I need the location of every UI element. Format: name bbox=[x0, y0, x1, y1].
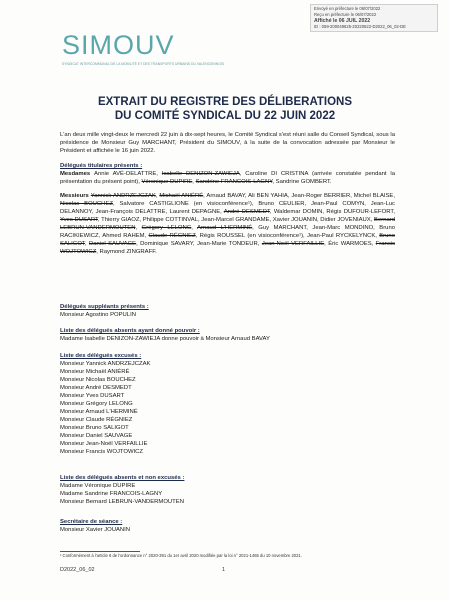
titulaires-heading: Délégués titulaires présents : bbox=[60, 163, 143, 169]
list-item: Monsieur Agostino POPULIN bbox=[60, 312, 136, 318]
list-item: Monsieur Daniel SAUVAGE bbox=[60, 433, 133, 439]
secretaire-heading: Secrétaire de séance : bbox=[60, 519, 123, 525]
footnote: ¹ Conformément à l'article 6 de l'ordonnance n° 2020-391 du 1er avril 2020 modifiée par la loi n° 2021-1465 du 10 novembre 2021. bbox=[60, 553, 302, 558]
non-excuses-section bbox=[60, 474, 395, 506]
intro-paragraph: L'an deux mille vingt-deux le mercredi 22 juin à dix-sept heures, le Comité Syndical s'est réuni salle du Conseil Syndical, sous la présidence de Monsieur Guy MARCHANT, Président du SIMOUV, à la suite de la convocation adressée par Monsieur le Président et affichée le 16 juin 2022. bbox=[60, 132, 395, 154]
list-item: Monsieur Nicolas BOUCHEZ bbox=[60, 377, 136, 383]
messieurs-label: Messieurs bbox=[60, 193, 89, 199]
titulaires-section bbox=[60, 162, 395, 256]
name-run: , bbox=[135, 225, 142, 231]
messieurs-paragraph bbox=[60, 192, 395, 256]
list-item: Monsieur Yves DUSART bbox=[60, 393, 125, 399]
struck-name: Francis WOJTOWICZ bbox=[60, 241, 396, 255]
excuses-section bbox=[60, 352, 395, 456]
struck-name: Arnaud L'HERMINÉ bbox=[197, 225, 253, 231]
list-item: Monsieur Grégory LELONG bbox=[60, 401, 133, 407]
name-run: , Thierry GIAOZ, Philippe COTTINVAL, Jean-Marcel GRANDAME, Xavier JOUANIN, Didier JOVENIAUX, bbox=[97, 217, 375, 223]
list-item: Monsieur André DESMEDT bbox=[60, 385, 132, 391]
struck-name: Nicolas BOUCHEZ bbox=[60, 201, 113, 207]
list-item: Monsieur Bruno SALIGOT bbox=[60, 425, 129, 431]
list-item: Madame Véronique DUPIRE bbox=[60, 483, 136, 489]
struck-name: Grégory LELONG bbox=[141, 225, 192, 231]
name-run: , Salvatore CASTIGLIONE (en visioconférence¹), Bruno CEULIER, Jean-Paul COMYN, Jean-Luc DELANNOY, Jean-François DELATTRE, Laurent DEPAGNE, bbox=[60, 201, 395, 215]
struck-name: Claude RÉGNIEZ bbox=[148, 233, 196, 239]
secretaire-section bbox=[60, 518, 395, 534]
prefecture-stamp bbox=[310, 4, 438, 32]
list-item: Monsieur Claude RÉGNIEZ bbox=[60, 417, 133, 423]
name-run: , Arnaud BAVAY, Ali BEN YAHIA, Jean-Roger BERRIER, Michel BLAISE, bbox=[203, 193, 396, 199]
pouvoir-section bbox=[60, 327, 395, 343]
list-item: Madame Isabelle DENIZON-ZAWIEJA donne pouvoir à Monsieur Arnaud BAVAY bbox=[60, 336, 270, 342]
struck-name: Bruno SALIGOT bbox=[60, 233, 395, 247]
list-item: Monsieur Bernard LEBRUN-VANDERMOUTEN bbox=[60, 499, 184, 505]
list-item: Monsieur Xavier JOUANIN bbox=[60, 527, 131, 533]
name-run: , Raymond ZINGRAFF. bbox=[96, 249, 157, 255]
name-run: , Caroline DI CRISTINA (arrivée constatée pendant la présentation du présent point), bbox=[60, 171, 395, 185]
page-reference: D2022_06_02 bbox=[60, 567, 95, 573]
list-item: Monsieur Arnaud L'HERMINÉ bbox=[60, 409, 138, 415]
list-item: Monsieur Michaël ANIÉRÉ bbox=[60, 369, 130, 375]
struck-name: Isabelle DENIZON-ZAWIEJA bbox=[161, 171, 240, 177]
name-run: , Sandrine GOMBERT. bbox=[272, 179, 332, 185]
name-run: , Waldemar DOMIN, Régis DUFOUR-LEFORT, bbox=[269, 209, 395, 215]
name-run: , bbox=[192, 179, 196, 185]
name-run: , bbox=[84, 241, 89, 247]
struck-name: Daniel SAUVAGE bbox=[88, 241, 137, 247]
pouvoir-heading: Liste des délégués absents ayant donné pouvoir : bbox=[60, 328, 200, 334]
suppleants-section bbox=[60, 303, 395, 319]
struck-name: Sandrine FRANCOIS-LAGNY bbox=[195, 179, 273, 185]
struck-name: Bernard LEBRUN-VANDERMOUTEN bbox=[60, 217, 395, 231]
name-run: , bbox=[155, 193, 160, 199]
mesdames-label: Mesdames bbox=[60, 171, 91, 177]
struck-name: Jean-Noël VERFAILLIE bbox=[261, 241, 325, 247]
page-number: 1 bbox=[222, 567, 226, 573]
list-item: Madame Sandrine FRANCOIS-LAGNY bbox=[60, 491, 163, 497]
name-run: , Régis ROUSSEL (en visioconférence¹), Jean-Paul RYCKELYNCK, bbox=[195, 233, 380, 239]
struck-name: André DESMEDT bbox=[223, 209, 270, 215]
stamp-line: Affiché le 06 JUIL 2022 bbox=[314, 18, 371, 24]
mesdames-paragraph bbox=[60, 170, 395, 186]
excuses-heading: Liste des délégués excusés : bbox=[60, 353, 142, 359]
list-item: Monsieur Yannick ANDRZEJCZAK bbox=[60, 361, 151, 367]
name-run: , Éric WARMOES, bbox=[324, 241, 376, 247]
struck-name: Yves DUSART bbox=[60, 217, 98, 223]
name-run: , Guy MARCHANT, Jean-Marc MONDINO, Bruno RACIKIEWICZ, Ahmed RAHEM, bbox=[60, 225, 395, 239]
document-subtitle: DU COMITÉ SYNDICAL DU 22 JUIN 2022 bbox=[114, 110, 336, 122]
list-item: Monsieur Jean-Noël VERFAILLIE bbox=[60, 441, 148, 447]
stamp-line: Reçu en préfecture le 06/07/2022 bbox=[314, 12, 377, 17]
document-title: EXTRAIT DU REGISTRE DES DÉLIBERATIONS bbox=[97, 96, 353, 108]
list-item: Monsieur Francis WOJTOWICZ bbox=[60, 449, 144, 455]
struck-name: Michaël ANIÉRÉ bbox=[159, 193, 204, 199]
name-run: , bbox=[191, 225, 198, 231]
simouv-logo: SIMOUV bbox=[62, 30, 175, 60]
stamp-line: ID : 059-200049625-20220622-D2022_06_02-DE bbox=[314, 24, 406, 29]
footnote-divider bbox=[60, 551, 140, 552]
suppleants-heading: Délégués suppléants présents : bbox=[60, 304, 149, 310]
struck-name: Yannick ANDRZEJCZAK bbox=[90, 193, 156, 199]
struck-name: Véronique DUPIRE bbox=[141, 179, 193, 185]
name-run: Annie AVÉ-DELATTRE, bbox=[94, 171, 162, 177]
stamp-line: Envoyé en préfecture le 06/07/2022 bbox=[314, 6, 381, 11]
non-excuses-heading: Liste des délégués absents et non excusés : bbox=[60, 475, 185, 481]
logo-subtitle: SYNDICAT INTERCOMMUNAL DE LA MOBILITÉ ET DES TRANSPORTS URBAINS DU VALENCIENNOIS bbox=[62, 62, 225, 66]
name-run: , Dominique SAVARY, Jean-Marie TONDEUR, bbox=[136, 241, 262, 247]
